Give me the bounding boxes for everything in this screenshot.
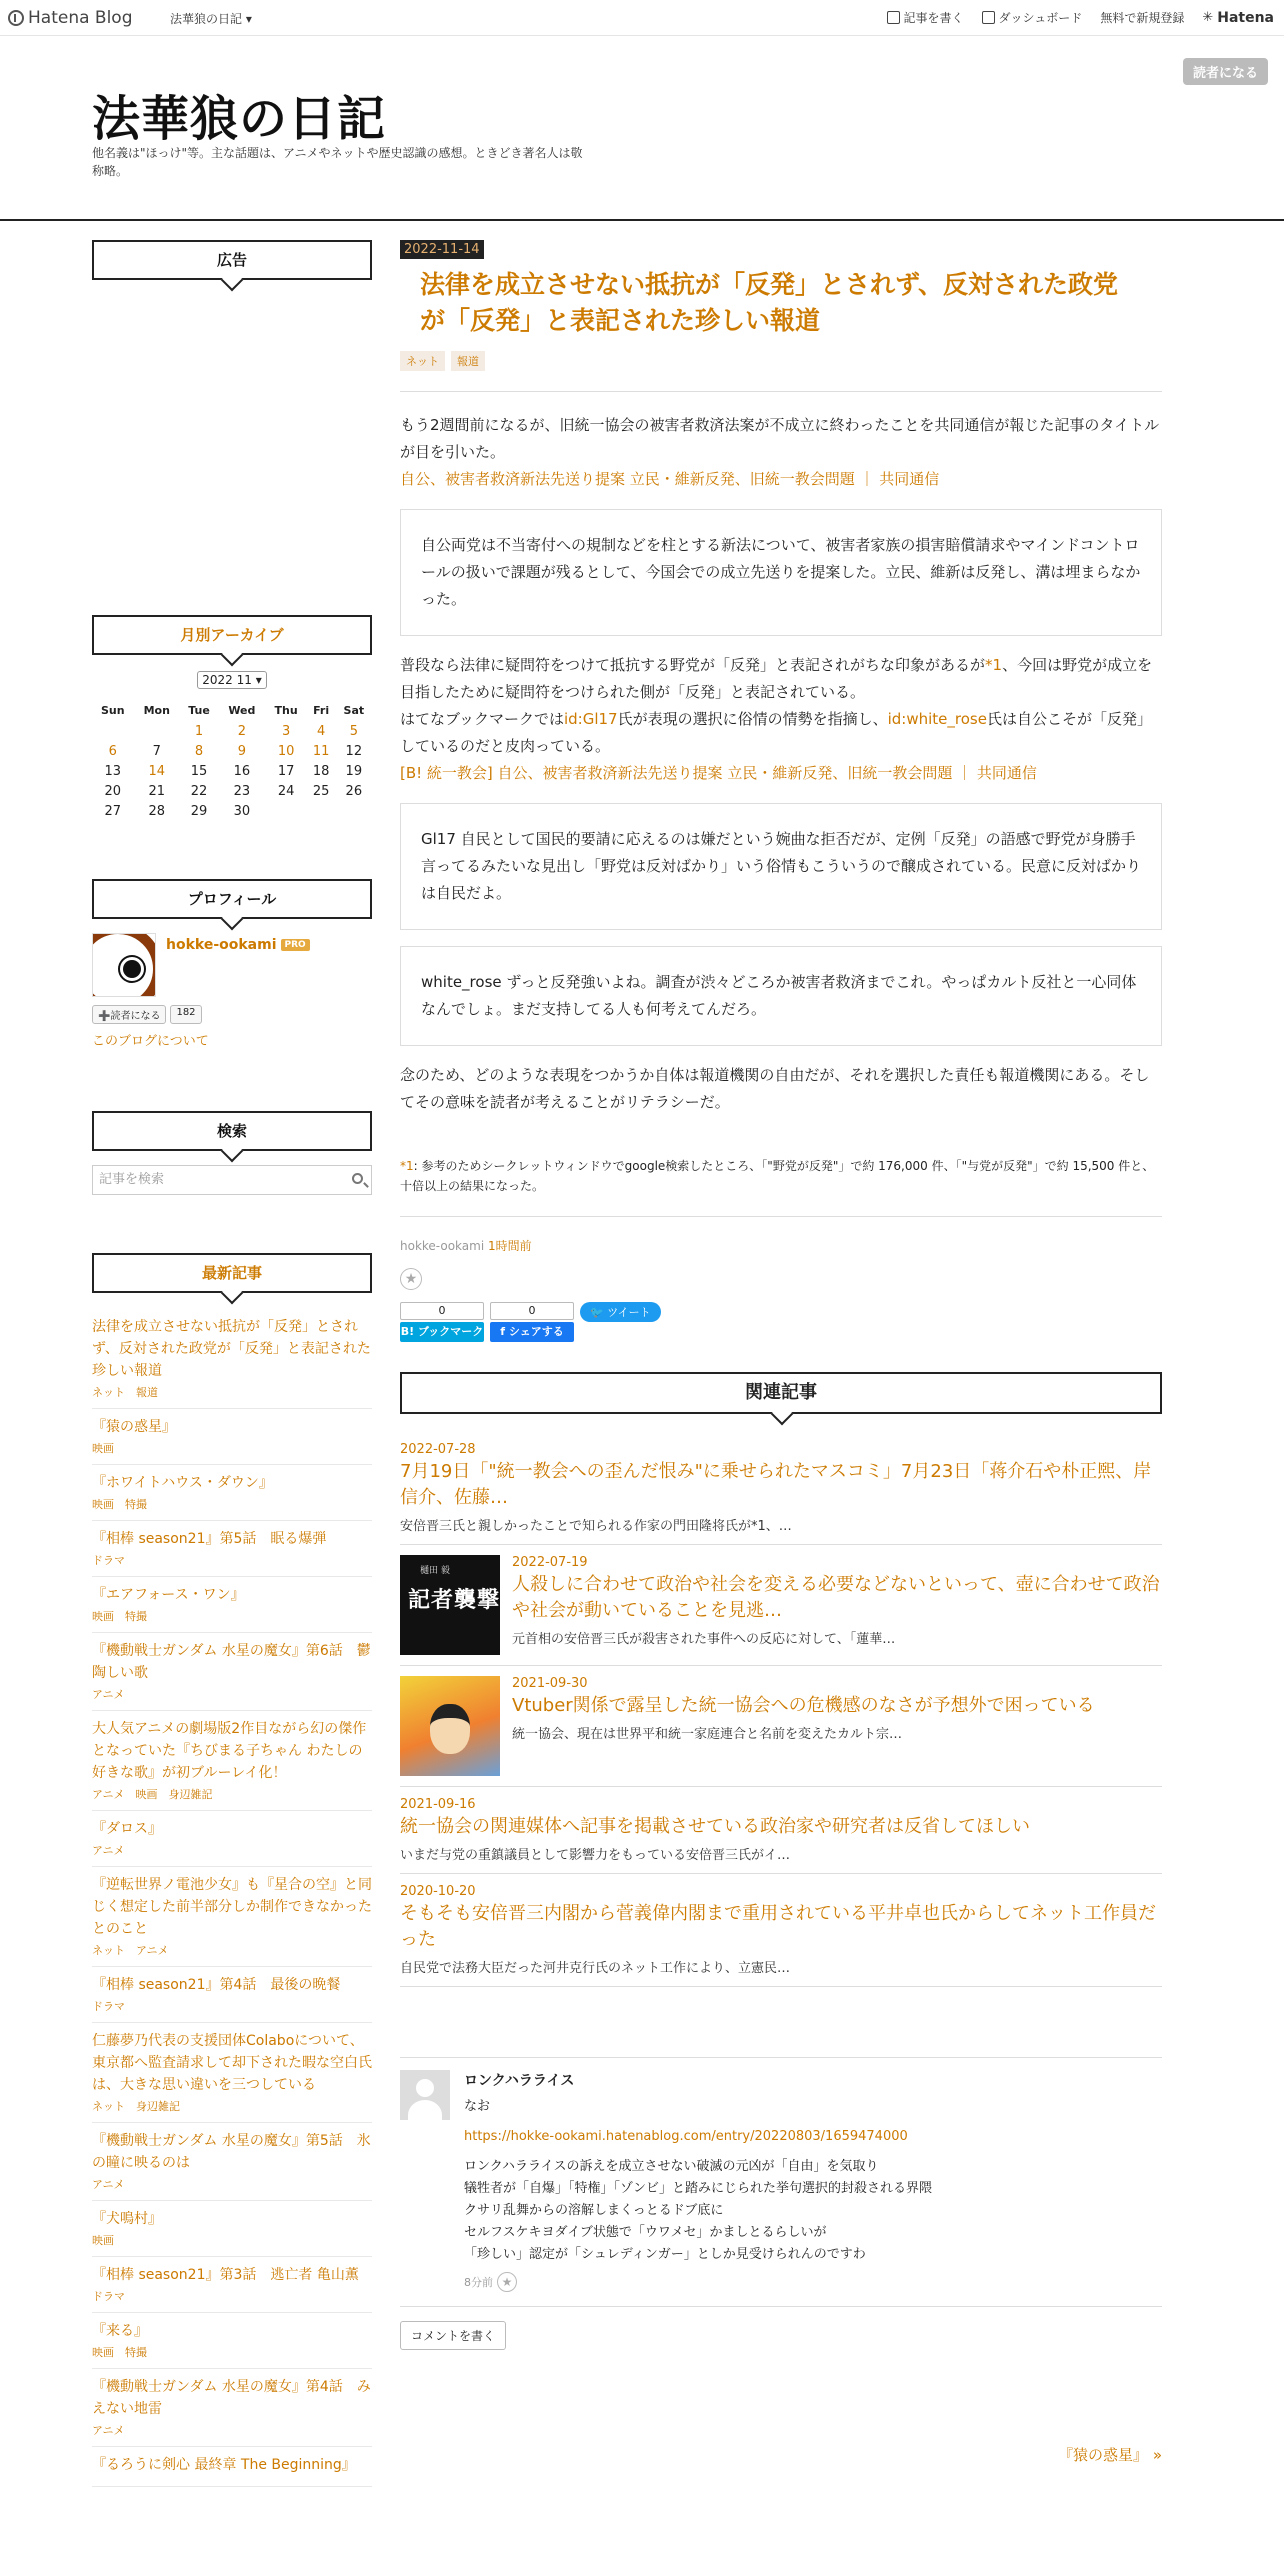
add-star-icon[interactable]: ★ (400, 1268, 422, 1290)
recent-entry-categories[interactable]: 映画 特撮 (92, 1498, 147, 1511)
recent-entry-categories[interactable]: アニメ (92, 1844, 125, 1857)
recent-entry-categories[interactable]: ドラマ (92, 1554, 125, 1567)
comment-line: クサリ乱舞からの溶解しまくっとるドブ底に (464, 2203, 724, 2218)
recent-entry-categories[interactable]: アニメ (92, 1688, 125, 1701)
related-entry-date[interactable]: 2022-07-28 (400, 1442, 476, 1457)
about-blog-link[interactable]: このブログについて (92, 1034, 209, 1049)
archive-module (92, 615, 372, 821)
comment-line: ロンクハラライスの訴えを成立させない破滅の元凶が「自由」を気取り (464, 2159, 879, 2174)
pro-badge: PRO (281, 939, 310, 951)
hatena-bookmark-button[interactable]: 0 B! ブックマーク (400, 1302, 484, 1342)
recent-entry (92, 1867, 372, 1967)
related-entry-date[interactable]: 2021-09-16 (400, 1797, 476, 1812)
entry-meta (400, 1237, 1162, 1254)
calendar-day[interactable]: 9 (237, 743, 246, 759)
calendar-day[interactable]: 4 (316, 723, 326, 739)
comment-time[interactable]: 8分前 (464, 2276, 493, 2289)
facebook-share-button[interactable]: 0 f シェアする (490, 1302, 574, 1342)
recent-entry (92, 1521, 372, 1577)
comment-line: セルフスケキヨダイブ状態で「ウワメセ」かましとるらしいが (464, 2225, 827, 2240)
recent-entry-title[interactable]: 大人気アニメの劇場版2作目ながら幻の傑作となっていた『ちびまる子ちゃん わたしの好きな歌』が初ブルーレイ化！ (92, 1721, 367, 1781)
related-entry-title[interactable]: Vtuber関係で露呈した統一協会への危機感のなさが予想外で困っている (512, 1695, 1095, 1716)
recent-entry (92, 2123, 372, 2201)
recent-entry-title[interactable]: 『機動戦士ガンダム 水星の魔女』第5話 氷の瞳に映るのは (92, 2133, 371, 2171)
recent-entry-categories[interactable]: ネット 報道 (92, 1386, 158, 1399)
recent-entry-title[interactable]: 『来る』 (92, 2323, 148, 2339)
recent-entry (92, 1309, 372, 1409)
anime-character-image (430, 1704, 470, 1754)
entry-paragraph: 念のため、どのような表現をつかうか自体は報道機関の自由だが、それを選択した責任も報道機関にある。そしてその意味を読者が考えることがリテラシーだ。 (400, 1066, 1150, 1111)
calendar-day[interactable]: 2 (237, 723, 246, 739)
commenter-name[interactable]: ロンクハラライス (464, 2073, 575, 2089)
calendar-day[interactable]: 8 (194, 743, 204, 759)
search-module (92, 1111, 372, 1195)
dashboard-link[interactable]: ダッシュボード (982, 9, 1083, 26)
calendar-weekday: Thu (274, 703, 298, 717)
tweet-button[interactable]: 🐦 ツイート (580, 1302, 661, 1322)
calendar-day: 27 (104, 803, 122, 819)
profile-module (92, 879, 372, 1049)
blog-menu-dropdown[interactable]: 法華狼の日記 ▾ (170, 12, 252, 26)
write-article-link[interactable]: 記事を書く (887, 9, 964, 26)
user-link[interactable]: id:white_rose (887, 710, 987, 728)
entry-paragraph: 普段なら法律に疑問符をつけて抵抗する野党が「反発」と表記されがちな印象があるが*1、今回は野党が成立を目指したために疑問符をつけられた側が「反発」と表記されている。 (400, 656, 1153, 701)
search-input[interactable]: 記事を検索 (92, 1165, 372, 1195)
recent-entry-title[interactable]: 『るろうに剣心 最終章 The Beginning』 (92, 2457, 356, 2473)
kyodo-link[interactable]: 自公、被害者救済新法先送り提案 立民・維新反発、旧統一教会問題 ｜ 共同通信 (400, 470, 940, 488)
entry-paragraph: もう2週間前になるが、旧統一協会の被害者救済法案が不成立に終わったことを共同通信が報じた記事のタイトルが目を引いた。 (400, 416, 1160, 461)
calendar-day: 30 (233, 803, 251, 819)
recent-entry (92, 2369, 372, 2447)
blockquote: Gl17 自民として国民的要請に応えるのは嫌だという婉曲な拒否だが、定例「反発」の語感で野党が身勝手言ってるみたいな見出し「野党は反対ばかり」いう俗情もこういうので醸成されている。民意に反対ばかりは自民だよ。 (400, 803, 1162, 930)
calendar-day[interactable]: 11 (312, 743, 330, 759)
related-entry (400, 1545, 1162, 1666)
calendar-day: 12 (345, 743, 363, 759)
recent-entry-categories[interactable]: アニメ 映画 身辺雑記 (92, 1788, 213, 1801)
hatena-blog-logo-icon (8, 10, 24, 26)
next-entry-link[interactable]: 『猿の惑星』 » (1058, 2446, 1162, 2464)
comment (400, 2057, 1162, 2292)
calendar-day: 19 (345, 763, 363, 779)
related-entry-excerpt: いまだ与党の重鎮議員として影響力をもっている安倍晋三氏がイ… (400, 1848, 791, 1863)
hatena-star-icon: ✳ (1202, 10, 1214, 25)
blockquote: 自公両党は不当寄付への規制などを柱とする新法について、被害者家族の損害賠償請求やマインドコントロールの扱いで課題が残るとして、今国会での成立先送りを提案した。立民、維新は反発し、溝は埋まらなかった。 (400, 509, 1162, 636)
comment-line: なお (464, 2099, 491, 2114)
recent-entry-categories[interactable]: 映画 特撮 (92, 2346, 147, 2359)
divider (400, 1216, 1162, 1217)
related-entry-title[interactable]: 7月19日「"統一教会への歪んだ恨み"に乗せられたマスコミ」7月23日「蒋介石や朴正煕、岸信介、佐藤… (400, 1461, 1152, 1508)
profile-title: プロフィール (92, 879, 372, 919)
recent-title[interactable]: 最新記事 (92, 1253, 372, 1293)
calendar-day: 22 (190, 783, 208, 799)
recent-entry-categories[interactable]: 映画 特撮 (92, 1610, 147, 1623)
recent-entry (92, 1577, 372, 1633)
entry-paragraph: はてなブックマークではid:Gl17氏が表現の選択に俗情の情勢を指摘し、id:white_rose氏は自公こそが「反発」しているのだと皮肉っている。 (400, 710, 1152, 755)
calendar-day: 20 (104, 783, 122, 799)
related-entry-excerpt: 元首相の安倍晋三氏が殺害された事件への反応に対して、「蓮華… (512, 1632, 896, 1647)
footnote: *1: 参考のためシークレットウィンドウでgoogle検索したところ、「"野党が反発"」で約 176,000 件、「"与党が反発"」で約 15,500 件と、十倍以上の結果になった。 (400, 1159, 1155, 1193)
related-entry-title[interactable]: 人殺しに合わせて政治や社会を変える必要などないといって、壺に合わせて政治や社会が動いていることを見逃… (512, 1574, 1160, 1621)
related-entry (400, 1787, 1162, 1874)
calendar-day[interactable]: 5 (349, 723, 358, 739)
recent-entry (92, 2313, 372, 2369)
profile-name[interactable]: hokke-ookami (166, 937, 277, 953)
calendar-weekday: Fri (313, 703, 330, 717)
comment-section (400, 2057, 1162, 2307)
commenter-avatar[interactable] (400, 2070, 450, 2120)
related-entry (400, 1432, 1162, 1545)
comment-star-icon[interactable]: ★ (497, 2272, 517, 2292)
calendar-day[interactable]: 1 (194, 723, 204, 739)
recent-entry (92, 1711, 372, 1811)
calendar-day: 16 (233, 763, 251, 779)
divider (400, 391, 1162, 392)
signup-link[interactable]: 無料で新規登録 (1100, 11, 1185, 25)
related-entry-date[interactable]: 2021-09-30 (512, 1676, 588, 1691)
blog-description: 他名義は"ほっけ"等。主な話題は、アニメやネットや歴史認識の感想。ときどき著名人は敬称略。 (92, 146, 583, 178)
calendar-day (266, 801, 307, 821)
calendar-day: 24 (277, 783, 295, 799)
entry-title[interactable]: 法律を成立させない抵抗が「反発」とされず、反対された政党が「反発」と表記された珍しい報道 (420, 270, 1119, 335)
related-entry-excerpt: 安倍晋三氏と親しかったことで知られる作家の門田隆将氏が*1、… (400, 1519, 792, 1534)
pencil-icon (887, 11, 900, 24)
recent-entry-categories[interactable]: 映画 (92, 2234, 114, 2247)
archive-month-select[interactable]: 2022 11 ▾ (197, 671, 266, 689)
recent-entry (92, 1409, 372, 1465)
recent-entry-title[interactable]: 『エアフォース・ワン』 (92, 1587, 245, 1603)
related-entry-excerpt: 自民党で法務大臣だった河井克行氏のネット工作により、立憲民… (400, 1961, 791, 1976)
search-icon[interactable] (352, 1173, 363, 1184)
recent-entry-title[interactable]: 法律を成立させない抵抗が「反発」とされず、反対された政党が「反発」と表記された珍しい報道 (92, 1319, 371, 1379)
calendar-day: 26 (345, 783, 363, 799)
archive-title[interactable]: 月別アーカイブ (92, 615, 372, 655)
calendar-day: 18 (312, 763, 330, 779)
calendar-weekday: Tue (188, 703, 210, 717)
write-comment-button[interactable]: コメントを書く (400, 2321, 506, 2350)
calendar-weekday: Sun (100, 703, 125, 717)
category-tag[interactable]: ネット (400, 351, 445, 371)
calendar-weekday: Sat (343, 703, 365, 717)
recent-entry-title[interactable]: 『猿の惑星』 (92, 1419, 176, 1435)
category-tag[interactable]: 報道 (451, 351, 485, 371)
calendar-day[interactable]: 14 (148, 763, 166, 779)
blog-header (0, 36, 1284, 221)
recent-entry-title[interactable]: 仁藤夢乃代表の支援団体Colaboについて、東京都へ監査請求して却下された暇な空白氏は、大きな思い違いを三つしている (92, 2033, 372, 2093)
sidebar (92, 240, 372, 2487)
recent-entry-categories[interactable]: アニメ (92, 2424, 125, 2437)
recent-entry-categories[interactable]: ネット 身辺雑記 (92, 2100, 180, 2113)
entry-date[interactable]: 2022-11-14 (400, 240, 484, 259)
entry-time[interactable]: 1時間前 (487, 1239, 532, 1253)
recent-entry-categories[interactable]: ドラマ (92, 2000, 125, 2013)
hatena-blog-logo[interactable]: Hatena Blog (8, 8, 133, 28)
calendar-day: 13 (104, 763, 122, 779)
hatena-menu[interactable]: ✳ Hatena (1202, 9, 1274, 26)
related-entry-title[interactable]: 統一協会の関連媒体へ記事を掲載させている政治家や研究者は反省してほしい (400, 1816, 1030, 1837)
recent-entry-title[interactable]: 『逆転世界ノ電池少女』も『星合の空』と同じく想定した前半部分しか制作できなかったとのこと (92, 1877, 372, 1937)
subscribe-button[interactable]: 読者になる (1183, 58, 1268, 85)
share-buttons (400, 1302, 1162, 1342)
bookmark-link[interactable]: [B! 統一教会] 自公、被害者救済新法先送り提案 立民・維新反発、旧統一教会問題 ｜ 共同通信 (400, 764, 1037, 782)
recent-entry-categories[interactable]: ネット アニメ (92, 1944, 169, 1957)
profile-avatar[interactable] (92, 933, 156, 997)
blockquote: white_rose ずっと反発強いよね。調査が渋々どころか被害者救済までこれ。やっぱカルト反社と一心同体なんでしょ。まだ支持してる人も何考えてんだろ。 (400, 946, 1162, 1046)
calendar-day (307, 801, 336, 821)
calendar-day: 29 (190, 803, 208, 819)
recent-entry (92, 1811, 372, 1867)
calendar-day: 17 (277, 763, 295, 779)
related-entry-date[interactable]: 2020-10-20 (400, 1884, 476, 1899)
recent-entry (92, 1465, 372, 1521)
calendar-day (134, 721, 180, 741)
share-count: 0 (490, 1302, 574, 1320)
related-thumbnail[interactable]: 樋田 毅 記者襲撃 (400, 1555, 500, 1655)
bookmark-count: 0 (400, 1302, 484, 1320)
recent-entry (92, 2257, 372, 2313)
related-entry (400, 1874, 1162, 1987)
recent-entry-title[interactable]: 『相棒 season21』第5話 眠る爆弾 (92, 1531, 327, 1547)
calendar-day: 23 (233, 783, 251, 799)
global-header (0, 0, 1284, 36)
calendar-day[interactable]: 3 (281, 723, 291, 739)
calendar-day: 28 (148, 803, 166, 819)
calendar-day: 15 (190, 763, 208, 779)
calendar-day[interactable]: 10 (277, 743, 295, 759)
reader-count[interactable]: 182 (170, 1005, 201, 1024)
footnote-ref[interactable]: *1 (985, 656, 1003, 674)
recent-entry-title[interactable]: 『犬鳴村』 (92, 2211, 162, 2227)
archive-calendar (92, 671, 372, 821)
recent-entry-title[interactable]: 『ダロス』 (92, 1821, 162, 1837)
related-entry-title[interactable]: そもそも安倍晋三内閣から菅義偉内閣まで重用されている平井卓也氏からしてネット工作員だった (400, 1903, 1156, 1950)
ad-title: 広告 (92, 240, 372, 280)
calendar-table (92, 699, 372, 821)
user-link[interactable]: id:Gl17 (563, 710, 618, 728)
search-title: 検索 (92, 1111, 372, 1151)
recent-entry (92, 2447, 372, 2487)
comment-line: 「珍しい」認定が「シュレディンガー」としか見受けられんのですわ (464, 2247, 866, 2262)
related-thumbnail[interactable] (400, 1676, 500, 1776)
comment-line: 犠牲者が「自爆」「特権」「ゾンビ」と踏みにじられた挙句選択的封殺される界隈 (464, 2181, 933, 2196)
recent-entry-title[interactable]: 『機動戦士ガンダム 水星の魔女』第4話 みえない地雷 (92, 2379, 371, 2417)
related-entry-date[interactable]: 2022-07-19 (512, 1555, 588, 1570)
recent-entry-title[interactable]: 『相棒 season21』第3話 逃亡者 亀山薫 (92, 2267, 359, 2283)
recent-entry-title[interactable]: 『相棒 season21』第4話 最後の晩餐 (92, 1977, 341, 1993)
footnote-mark[interactable]: *1 (400, 1159, 414, 1173)
profile-subscribe-button[interactable]: ➕読者になる (92, 1005, 166, 1024)
recent-entry-categories[interactable]: アニメ (92, 2178, 125, 2191)
calendar-day (92, 721, 134, 741)
main-content (400, 240, 1162, 2464)
ad-module (92, 240, 372, 280)
recent-entry (92, 1633, 372, 1711)
recent-entry (92, 2201, 372, 2257)
related-entry-excerpt: 統一協会、現在は世界平和統一家庭連合と名前を変えたカルト宗… (512, 1727, 903, 1742)
dashboard-icon (982, 11, 995, 24)
recent-entry-title[interactable]: 『機動戦士ガンダム 水星の魔女』第6話 鬱陶しい歌 (92, 1643, 371, 1681)
related-title: 関連記事 (400, 1372, 1162, 1414)
recent-module (92, 1253, 372, 2487)
calendar-day[interactable]: 6 (108, 743, 117, 759)
recent-entry-categories[interactable]: ドラマ (92, 2290, 125, 2303)
recent-entry-title[interactable]: 『ホワイトハウス・ダウン』 (92, 1475, 273, 1491)
calendar-weekday: Mon (143, 703, 170, 717)
related-list (400, 1432, 1162, 1987)
recent-list (92, 1309, 372, 2487)
recent-entry-categories[interactable]: 映画 (92, 1442, 114, 1455)
blog-title[interactable]: 法華狼の日記 (92, 91, 387, 147)
related-entry (400, 1666, 1162, 1787)
calendar-day: 21 (148, 783, 166, 799)
calendar-day (336, 801, 372, 821)
calendar-day: 7 (152, 743, 161, 759)
author-name[interactable]: hokke-ookami (400, 1239, 485, 1253)
comment-link[interactable]: https://hokke-ookami.hatenablog.com/entry/20220803/1659474000 (464, 2129, 908, 2144)
recent-entry (92, 1967, 372, 2023)
recent-entry (92, 2023, 372, 2123)
calendar-weekday: Wed (228, 703, 256, 717)
calendar-day: 25 (312, 783, 330, 799)
